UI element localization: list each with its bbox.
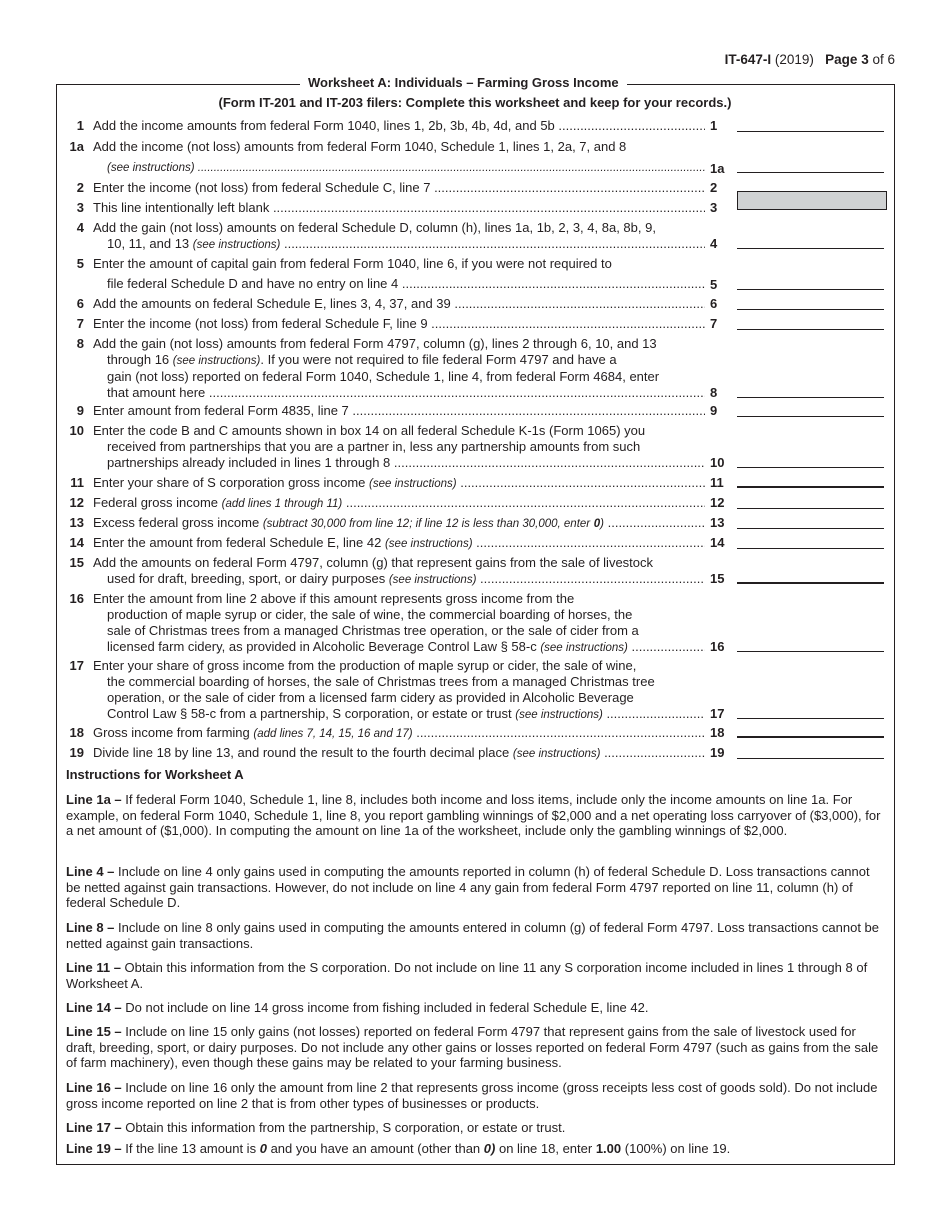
- line-text: Add the income amounts from federal Form 1040, lines 1, 2b, 3b, 4b, 4d, and 5b .....: [93, 118, 705, 134]
- line-text-cont: through 16: [107, 352, 170, 367]
- line-ref: 13: [710, 515, 725, 530]
- instruction-line-17: [66, 1120, 886, 1136]
- instruction-label: Line 4 –: [66, 864, 115, 879]
- line-number: 10: [69, 423, 84, 438]
- instruction-line-8: [66, 920, 886, 951]
- line-13-amount-field[interactable]: [737, 528, 884, 529]
- form-number: IT-647-I: [724, 52, 772, 67]
- instruction-line-4: [66, 864, 886, 911]
- line-note-zero: 0: [593, 518, 601, 530]
- instruction-text: Include on line 15 only gains (not losses) reported on federal Form 4797 that represent gains from the sale of livestock used for draft, breeding, sport, or dairy purposes. Do not include any other gains or losses reported on federal Form 4797 (such as gains from the sale of farm machinery), even though these gains may be related to your farming business.: [66, 1024, 879, 1070]
- line-text: Enter your share of S corporation gross income: [93, 475, 366, 490]
- line-5-amount-field[interactable]: [737, 289, 884, 290]
- line-ref: 7: [710, 316, 718, 331]
- instruction-line-15: [66, 1024, 886, 1071]
- instruction-line-19: [66, 1141, 886, 1157]
- line-number: 11: [70, 475, 84, 490]
- line-text-cont: file federal Schedule D and have no entry on line 4 .....: [93, 276, 705, 292]
- line-text: Add the income (not loss) amounts from federal Form 1040, Schedule 1, lines 1, 2a, 7, and 8: [93, 139, 627, 154]
- line-ref: 17: [710, 706, 725, 721]
- line-ref: 11: [710, 475, 724, 490]
- instruction-emphasis: 0): [483, 1141, 496, 1156]
- line-number: 15: [69, 555, 84, 570]
- instruction-text: Include on line 16 only the amount from line 2 that represents gross income (gross receipts less cost of goods sold). Do not include gross income reported on line 2 that is from other types of businesses or products.: [66, 1080, 878, 1111]
- line-number: 1: [76, 118, 84, 133]
- line-ref: 2: [710, 180, 718, 195]
- line-ref: 9: [710, 403, 718, 418]
- line-note: (see instructions): [384, 538, 473, 550]
- line-text: This line intentionally left blank .....: [93, 200, 705, 216]
- instruction-text: and you have an amount (other than: [270, 1141, 481, 1156]
- line-note: (see instructions): [369, 478, 457, 490]
- line-text: Divide line 18 by line 13, and round the result to the fourth decimal place: [93, 745, 510, 760]
- line-text: Gross income from farming: [93, 725, 250, 740]
- line-number: 5: [76, 256, 84, 271]
- line-ref: 14: [710, 535, 725, 550]
- line-6-amount-field[interactable]: [737, 309, 884, 310]
- line-1-amount-field[interactable]: [737, 131, 884, 132]
- instruction-text: Do not include on line 14 gross income from fishing included in federal Schedule E, line 42.: [125, 1000, 649, 1015]
- line-text-cont: that amount here .....: [93, 385, 705, 401]
- instruction-label: Line 19 –: [66, 1141, 122, 1156]
- line-ref: 1: [710, 118, 718, 133]
- instruction-emphasis: 1.00: [595, 1141, 622, 1156]
- line-number: 2: [76, 180, 84, 195]
- line-text-cont: received from partnerships that you are a partner in, less any partnership amounts from such: [107, 439, 641, 454]
- line-10-amount-field[interactable]: [737, 467, 884, 468]
- line-number: 4: [76, 220, 84, 235]
- page-total: of 6: [872, 52, 895, 67]
- line-16-amount-field[interactable]: [737, 651, 884, 652]
- line-text: Add the gain (not loss) amounts on federal Schedule D, column (h), lines 1a, 1b, 2, 3, 4, 8a, 8b, 9,: [93, 220, 656, 235]
- instruction-text: on line 18, enter: [498, 1141, 593, 1156]
- line-number: 16: [69, 591, 84, 606]
- instruction-text: Obtain this information from the partnership, S corporation, or estate or trust.: [125, 1120, 566, 1135]
- line-number: 9: [76, 403, 84, 418]
- line-number: 3: [76, 200, 84, 215]
- line-1a-amount-field[interactable]: [737, 172, 884, 173]
- line-number: 18: [69, 725, 84, 740]
- line-text: Federal gross income: [93, 495, 218, 510]
- line-9-amount-field[interactable]: [737, 416, 884, 417]
- line-text: Excess federal gross income: [93, 515, 260, 530]
- form-year: (2019): [774, 52, 814, 67]
- page-number: Page 3: [825, 52, 869, 67]
- instruction-label: Line 16 –: [66, 1080, 122, 1095]
- line-ref: 5: [710, 277, 718, 292]
- line-3-shaded-box: [737, 191, 887, 210]
- instruction-text: If federal Form 1040, Schedule 1, line 8, includes both income and loss items, include only the income amounts on line 1a. For example, on federal Form 1040, Schedule 1, line 8, you report gambling winnings of $2,000 and a net operating loss carryover of ($3,000), for a net amount of ($1,000). In computing the amount on line 1a of the worksheet, include only the gambling winnings of $2,000.: [66, 792, 881, 838]
- line-text-cont: sale of Christmas trees from a managed Christmas tree operation, or the sale of cider from a: [107, 623, 639, 638]
- line-ref: 15: [710, 571, 725, 586]
- line-ref: 16: [710, 639, 725, 654]
- line-text-cont: 10, 11, and 13: [107, 236, 190, 251]
- page-header: [725, 52, 895, 67]
- instruction-label: Line 11 –: [66, 960, 121, 975]
- instruction-text: If the line 13 amount is: [125, 1141, 257, 1156]
- line-text: Enter the amount from line 2 above if this amount represents gross income from the: [93, 591, 575, 606]
- line-ref: 6: [710, 296, 718, 311]
- line-text: Enter the amount of capital gain from federal Form 1040, line 6, if you were not required to: [93, 256, 612, 271]
- instruction-emphasis: 0: [259, 1141, 267, 1156]
- line-17-amount-field[interactable]: [737, 718, 884, 719]
- line-text-cont: Control Law § 58-c from a partnership, S corporation, or estate or trust: [107, 706, 512, 721]
- line-number: 17: [69, 658, 84, 673]
- line-text: Enter your share of gross income from the production of maple syrup or cider, the sale of wine,: [93, 658, 637, 673]
- instruction-text: Include on line 4 only gains used in computing the amounts reported in column (h) of federal Schedule D. Loss transactions cannot be netted against gain transactions. However, do not include on line 4 any gain from federal Form 4797 reported on line 11, column (h) of federal Schedule D.: [66, 864, 870, 910]
- line-number: 13: [69, 515, 84, 530]
- line-15-amount-field[interactable]: [737, 582, 884, 584]
- line-note: (subtract 30,000 from line 12; if line 12 is less than 30,000, enter: [262, 518, 591, 530]
- line-ref: 18: [710, 725, 725, 740]
- line-text: Enter the amount from federal Schedule E, line 42: [93, 535, 382, 550]
- line-19-amount-field[interactable]: [737, 758, 884, 759]
- line-number: 7: [76, 316, 84, 331]
- instruction-text: Include on line 8 only gains used in computing the amounts entered in column (g) of federal Form 4797. Loss transactions cannot be netted against gain transactions.: [66, 920, 879, 951]
- line-note-close: ): [600, 518, 604, 530]
- line-text: Enter the code B and C amounts shown in box 14 on all federal Schedule K-1s (Form 1065) you: [93, 423, 646, 438]
- line-note: (see instructions): [540, 642, 628, 654]
- line-text-cont: . If you were not required to file federal Form 4797 and have a: [260, 352, 617, 367]
- line-note: (add lines 7, 14, 15, 16 and 17): [253, 728, 413, 740]
- line-text: Enter the income (not loss) from federal Schedule C, line 7 .....: [93, 180, 705, 196]
- line-number: 8: [76, 336, 84, 351]
- line-12-amount-field[interactable]: [737, 508, 884, 509]
- instruction-label: Line 14 –: [66, 1000, 122, 1015]
- line-text-cont: operation, or the sale of cider from a licensed farm cidery as provided in Alcoholic Beverage: [107, 690, 634, 705]
- instruction-line-1a: [66, 792, 886, 839]
- line-text: Add the amounts on federal Schedule E, lines 3, 4, 37, and 39 .....: [93, 296, 705, 312]
- line-ref: 8: [710, 385, 718, 400]
- line-ref: 19: [710, 745, 725, 760]
- line-number: 1a: [69, 139, 84, 154]
- instruction-line-11: [66, 960, 886, 991]
- line-note: (see instructions) .....: [107, 162, 705, 174]
- line-4-amount-field[interactable]: [737, 248, 884, 249]
- line-note: (see instructions): [512, 748, 601, 760]
- line-note: (see instructions): [172, 355, 261, 367]
- line-text: Add the amounts on federal Form 4797, column (g) that represent gains from the sale of livestock: [93, 555, 654, 570]
- line-ref: 1a: [710, 161, 725, 176]
- line-ref: 10: [710, 455, 725, 470]
- line-7-amount-field[interactable]: [737, 329, 884, 330]
- line-text-cont: the commercial boarding of horses, the sale of Christmas trees from a managed Christmas tree: [107, 674, 655, 689]
- line-number: 14: [69, 535, 84, 550]
- instruction-line-14: [66, 1000, 886, 1016]
- line-18-amount-field[interactable]: [737, 736, 884, 738]
- worksheet-title: Worksheet A: Individuals – Farming Gross Income: [300, 75, 627, 90]
- line-text-cont: partnerships already included in lines 1 through 8 .....: [93, 455, 705, 471]
- instruction-text: Obtain this information from the S corporation. Do not include on line 11 any S corporation income included in lines 1 through 8 of Worksheet A.: [66, 960, 868, 991]
- instructions-title: Instructions for Worksheet A: [66, 767, 244, 782]
- line-8-amount-field[interactable]: [737, 397, 884, 398]
- line-text: Enter the income (not loss) from federal Schedule F, line 9 .....: [93, 316, 705, 332]
- line-number: 6: [76, 296, 84, 311]
- line-note: (see instructions): [515, 709, 603, 721]
- line-number: 12: [69, 495, 84, 510]
- line-note: (add lines 1 through 11): [221, 498, 343, 510]
- line-text-cont: used for draft, breeding, sport, or dairy purposes: [107, 571, 386, 586]
- worksheet-subtitle: (Form IT-201 and IT-203 filers: Complete this worksheet and keep for your records.): [218, 95, 732, 110]
- instruction-label: Line 17 –: [66, 1120, 122, 1135]
- line-text-cont: production of maple syrup or cider, the sale of wine, the commercial boarding of horses, the: [107, 607, 633, 622]
- instruction-text: (100%) on line 19.: [624, 1141, 731, 1156]
- line-text: Add the gain (not loss) amounts from federal Form 4797, column (g), lines 2 through 6, 10, and 13: [93, 336, 657, 351]
- instruction-label: Line 1a –: [66, 792, 122, 807]
- line-text: Enter amount from federal Form 4835, line 7 .....: [93, 403, 705, 419]
- line-number: 19: [69, 745, 84, 760]
- line-text-cont: gain (not loss) reported on federal Form 1040, Schedule 1, line 4, from federal Form 4684, enter: [107, 369, 660, 384]
- line-ref: 4: [710, 236, 718, 251]
- line-ref: 3: [710, 200, 718, 215]
- line-note: (see instructions): [192, 239, 281, 251]
- instruction-label: Line 15 –: [66, 1024, 122, 1039]
- line-11-amount-field[interactable]: [737, 486, 884, 488]
- line-text-cont: licensed farm cidery, as provided in Alcoholic Beverage Control Law § 58-c: [107, 639, 537, 654]
- instruction-label: Line 8 –: [66, 920, 115, 935]
- instruction-line-16: [66, 1080, 886, 1111]
- line-14-amount-field[interactable]: [737, 548, 884, 549]
- line-note: (see instructions): [388, 574, 477, 586]
- line-ref: 12: [710, 495, 725, 510]
